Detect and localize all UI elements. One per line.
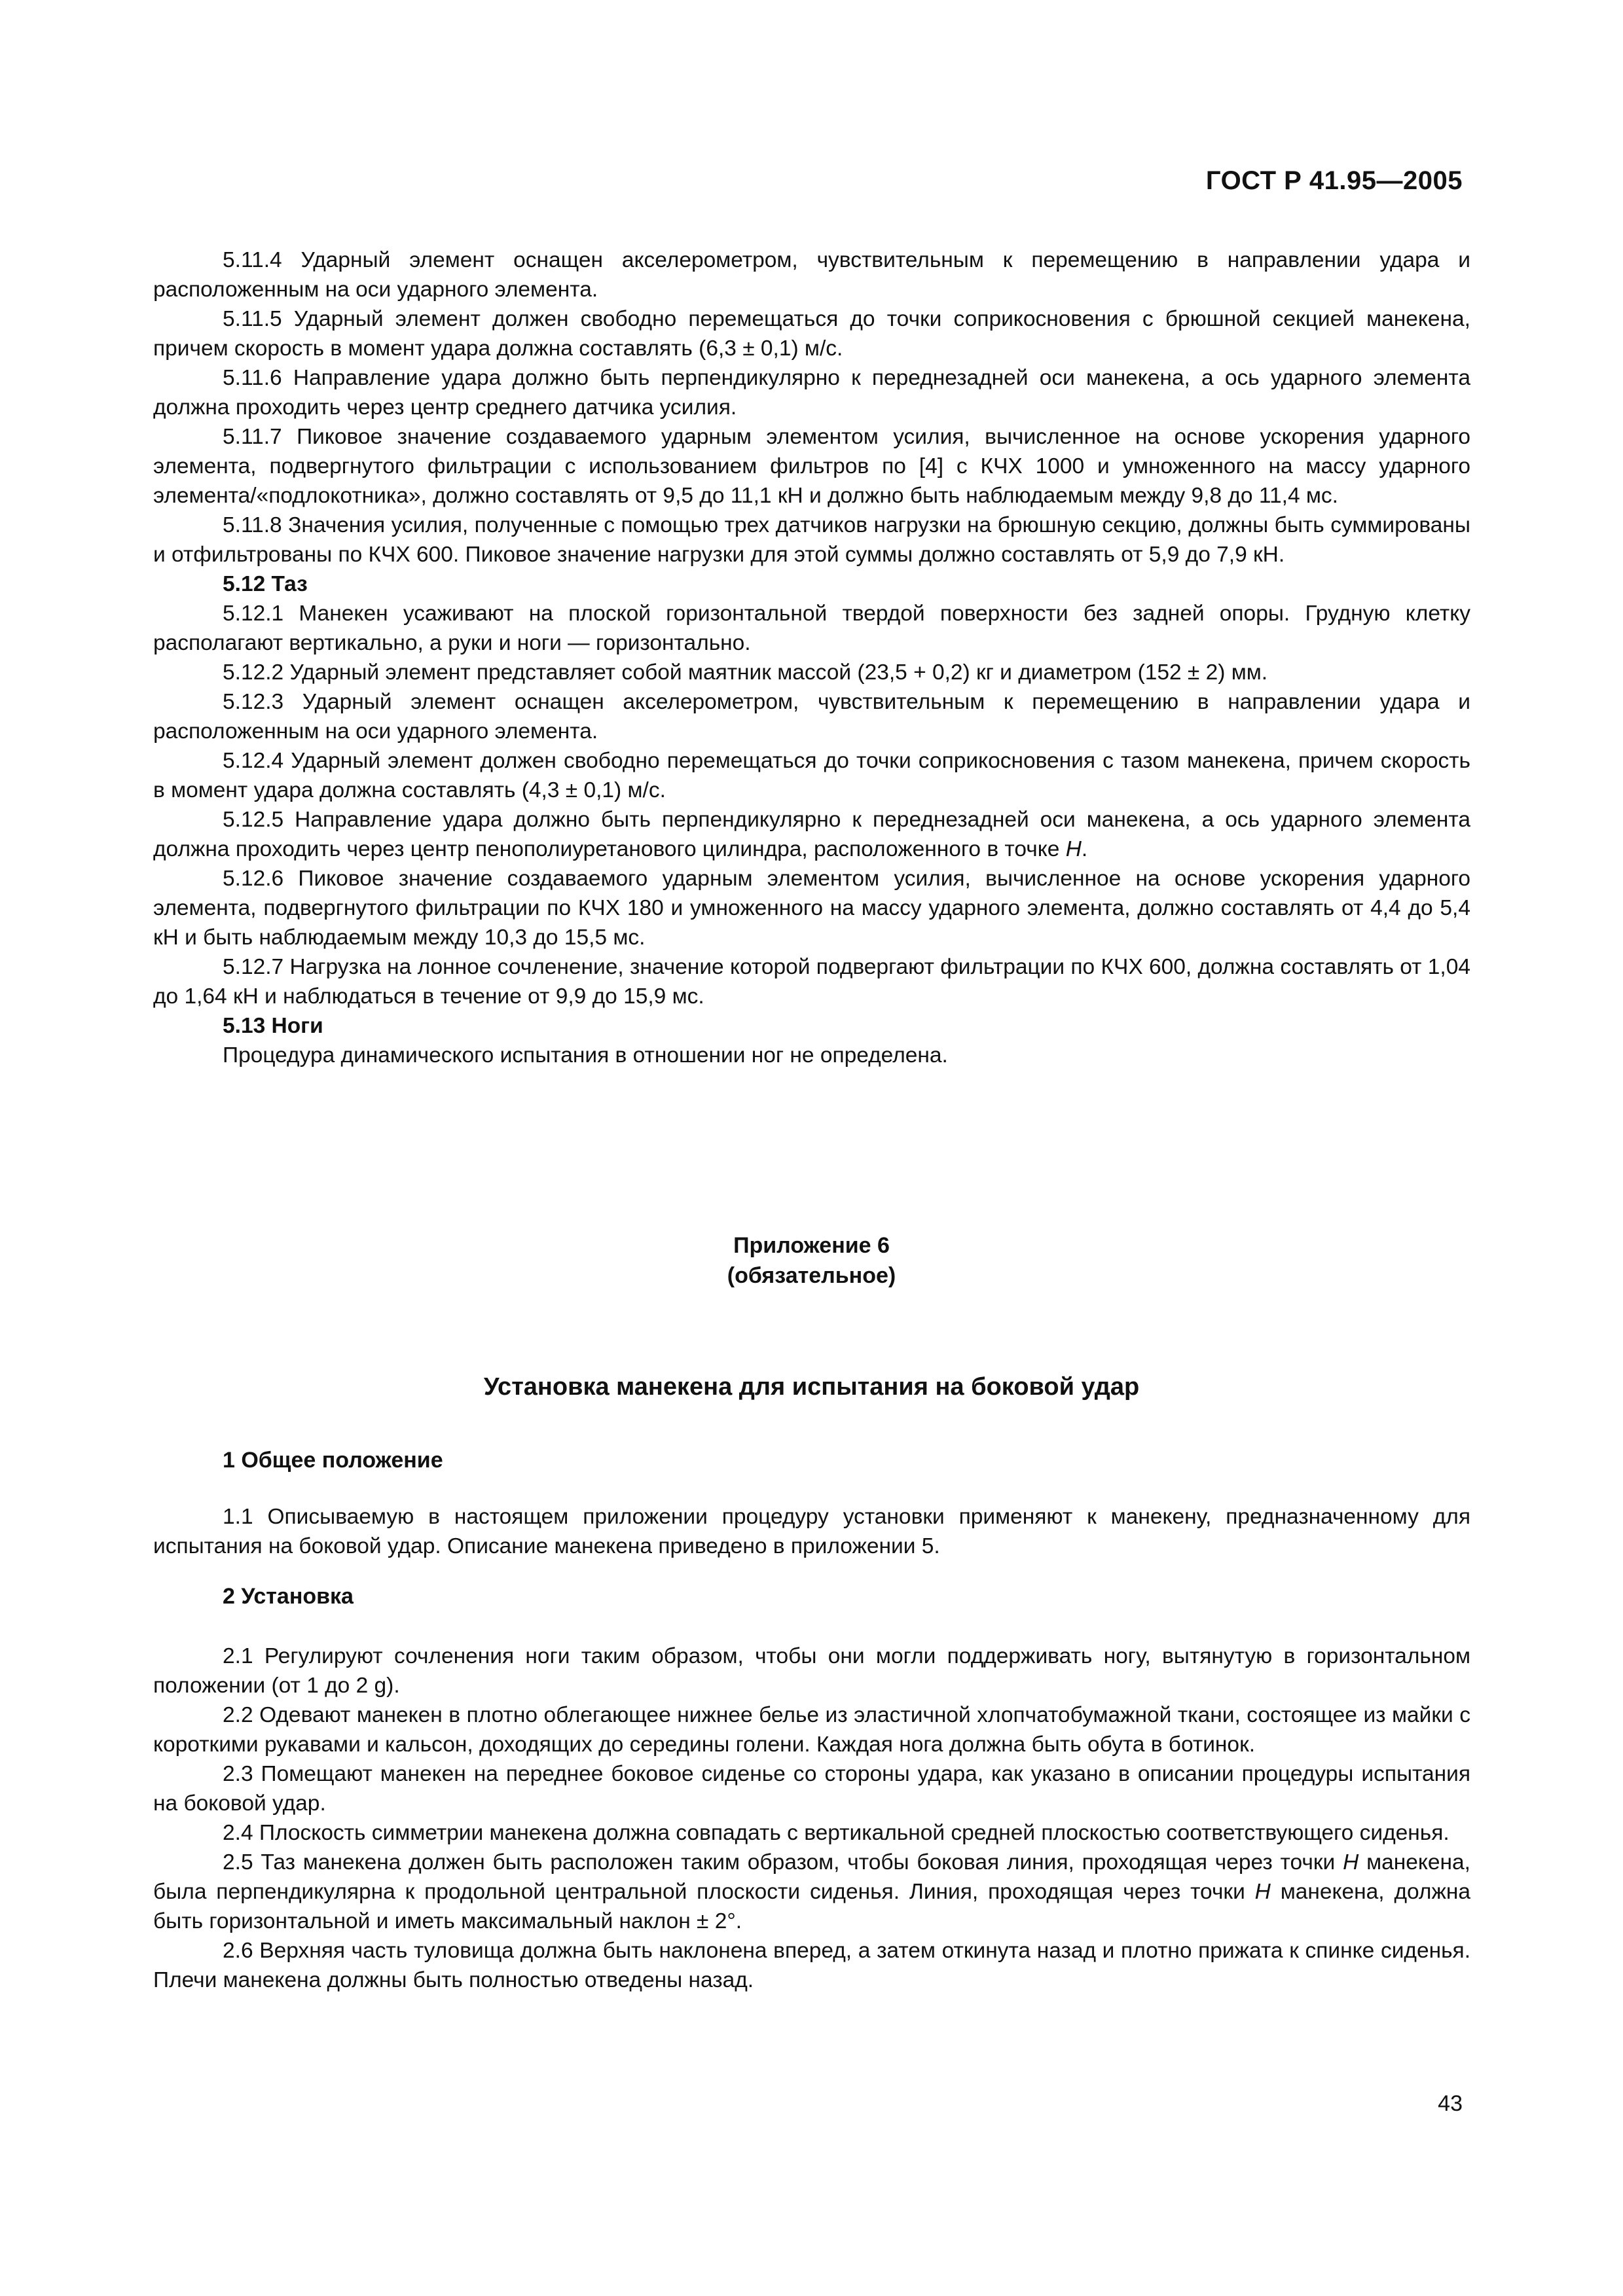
paragraph-2-1: 2.1 Регулируют сочленения ноги таким образом, чтобы они могли поддерживать ногу, вытянутую в горизонтальном положении (от 1 до 2 g). — [153, 1644, 1470, 1698]
paragraph-5-11-4: 5.11.4 Ударный элемент оснащен акселерометром, чувствительным к перемещению в направлении удара и расположенным на оси ударного элемента. — [153, 248, 1470, 302]
point-h-label: H — [1254, 1880, 1271, 1904]
paragraph-5-12-5 — [153, 805, 1470, 864]
section-1-heading: 1 Общее положение — [223, 1448, 443, 1473]
paragraph-2-3: 2.3 Помещают манекен на переднее боковое сиденье со стороны удара, как указано в описании процедуры испытания на боковой удар. — [153, 1762, 1470, 1816]
paragraph-2-5-part-a: 2.5 Таз манекена должен быть расположен таким образом, чтобы боковая линия, проходящая через точки — [223, 1850, 1343, 1874]
paragraph-2-4: 2.4 Плоскость симметрии манекена должна совпадать с вертикальной средней плоскостью соответствующего сиденья. — [223, 1821, 1450, 1845]
paragraph-5-12-2: 5.12.2 Ударный элемент представляет собой маятник массой (23,5 + 0,2) кг и диаметром (152 ± 2) мм. — [223, 660, 1268, 685]
paragraph-5-11-5: 5.11.5 Ударный элемент должен свободно перемещаться до точки соприкосновения с брюшной секцией манекена, причем скорость в момент удара должна составлять (6,3 ± 0,1) м/с. — [153, 307, 1470, 361]
paragraph-2-6: 2.6 Верхняя часть туловища должна быть наклонена вперед, а затем откинута назад и плотно прижата к спинке сиденья. Плечи манекена должны быть полностью отведены назад. — [153, 1939, 1470, 1992]
paragraph-5-12-1: 5.12.1 Манекен усаживают на плоской горизонтальной твердой поверхности без задней опоры. Грудную клетку располагают вертикально, а руки и ноги — горизонтально. — [153, 601, 1470, 655]
paragraph-2-5-part-c: манекена, должна быть горизонтальной и иметь максимальный наклон ± 2°. — [153, 1880, 1470, 1933]
document-code-header: ГОСТ Р 41.95—2005 — [1205, 166, 1463, 195]
paragraph-5-12-4: 5.12.4 Ударный элемент должен свободно перемещаться до точки соприкосновения с тазом манекена, причем скорость в момент удара должна составлять (4,3 ± 0,1) м/с. — [153, 749, 1470, 802]
paragraph-5-12-5-text: 5.12.5 Направление удара должно быть перпендикулярно к переднезадней оси манекена, а ось ударного элемента должна проходить через центр пенополиуретанового цилиндра, расположенного в точке — [153, 808, 1470, 861]
appendix-title: Установка манекена для испытания на боковой удар — [483, 1373, 1140, 1401]
section-5-text — [153, 245, 1470, 1070]
paragraph-5-13: Процедура динамического испытания в отношении ног не определена. — [223, 1043, 948, 1067]
section-1-text — [153, 1502, 1470, 1561]
point-h-label: H — [1065, 837, 1082, 861]
paragraph-2-5-part-b: манекена, была перпендикулярна к продольной центральной плоскости сиденья. Линия, проходящая через точки — [153, 1850, 1470, 1904]
section-2-heading: 2 Установка — [223, 1584, 354, 1609]
appendix-status: (обязательное) — [727, 1263, 896, 1288]
paragraph-1-1: 1.1 Описываемую в настоящем приложении процедуру установки применяют к манекену, предназначенному для испытания на боковой удар. Описание манекена приведено в приложении 5. — [153, 1505, 1470, 1558]
heading-5-12: 5.12 Таз — [223, 572, 308, 596]
page-number: 43 — [1438, 2091, 1463, 2116]
section-2-text — [153, 1641, 1470, 1995]
appendix-label-block — [0, 1230, 1623, 1291]
paragraph-5-12-7: 5.12.7 Нагрузка на лонное сочленение, значение которой подвергают фильтрации по КЧХ 600, должна составлять от 1,04 до 1,64 кН и наблюдаться в течение от 9,9 до 15,9 мс. — [153, 955, 1470, 1009]
point-h-label: H — [1343, 1850, 1359, 1874]
paragraph-5-11-7: 5.11.7 Пиковое значение создаваемого ударным элементом усилия, вычисленное на основе ускорения ударного элемента, подвергнутого фильтрации с использованием фильтров по [4] с КЧХ 1000 и умноженного на массу ударного элемента/«подлокотника», должно составлять от 9,5 до 11,1 кН и должно быть наблюдаемым между 9,8 до 11,4 мс. — [153, 425, 1470, 508]
heading-5-13: 5.13 Ноги — [223, 1014, 323, 1038]
paragraph-5-11-6: 5.11.6 Направление удара должно быть перпендикулярно к переднезадней оси манекена, а ось ударного элемента должна проходить через центр среднего датчика усилия. — [153, 366, 1470, 420]
paragraph-5-12-5-end: . — [1081, 837, 1088, 861]
paragraph-5-12-6: 5.12.6 Пиковое значение создаваемого ударным элементом усилия, вычисленное на основе ускорения ударного элемента, подвергнутого фильтрации по КЧХ 180 и умноженного на массу ударного элемента, должно составлять от 4,4 до 5,4 кН и быть наблюдаемым между 10,3 до 15,5 мс. — [153, 867, 1470, 950]
paragraph-2-5 — [153, 1848, 1470, 1936]
appendix-label: Приложение 6 — [733, 1233, 890, 1258]
paragraph-2-2: 2.2 Одевают манекен в плотно облегающее нижнее белье из эластичной хлопчатобумажной ткани, состоящее из майки с короткими рукавами и кальсон, доходящих до середины голени. Каждая нога должна быть обута в ботинок. — [153, 1703, 1470, 1757]
paragraph-5-12-3: 5.12.3 Ударный элемент оснащен акселерометром, чувствительным к перемещению в направлении удара и расположенным на оси ударного элемента. — [153, 690, 1470, 744]
paragraph-5-11-8: 5.11.8 Значения усилия, полученные с помощью трех датчиков нагрузки на брюшную секцию, должны быть суммированы и отфильтрованы по КЧХ 600. Пиковое значение нагрузки для этой суммы должно составлять от 5,9 до 7,9 кН. — [153, 513, 1470, 567]
